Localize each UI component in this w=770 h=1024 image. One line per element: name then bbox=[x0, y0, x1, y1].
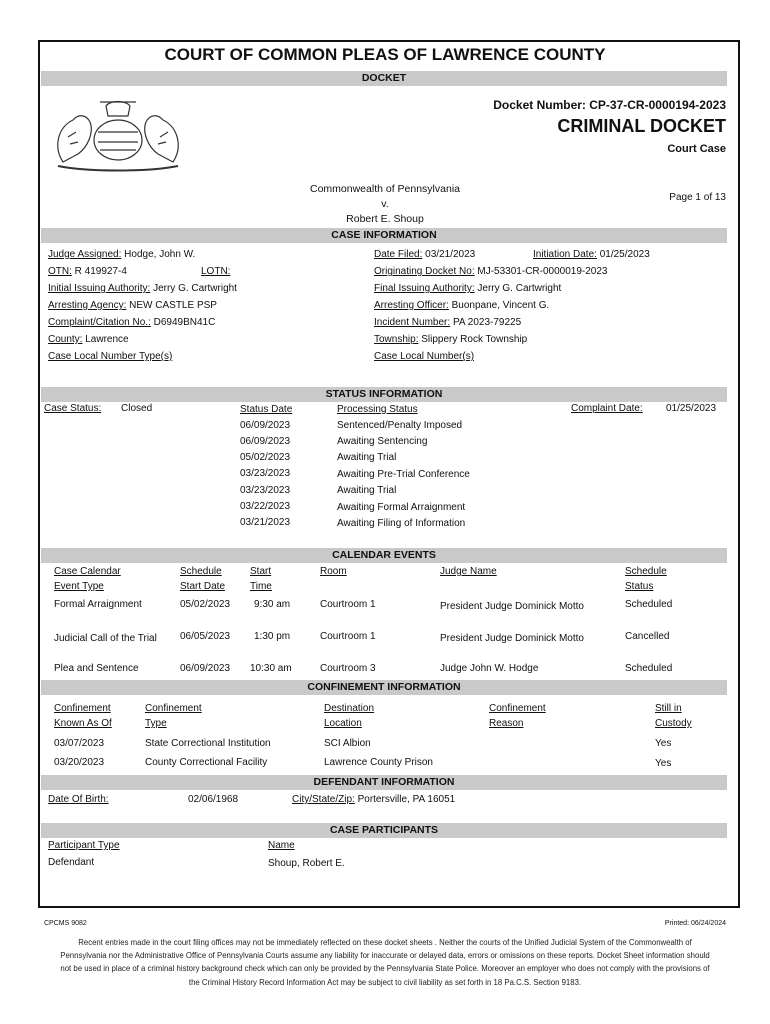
col-header: Status bbox=[625, 581, 654, 592]
field-label: Date Filed: bbox=[374, 249, 423, 260]
initiation-date bbox=[533, 249, 650, 260]
status-date: 03/22/2023 bbox=[240, 501, 291, 512]
pennsylvania-seal-icon bbox=[48, 92, 188, 172]
case-info-row bbox=[374, 266, 607, 277]
col-header: Room bbox=[320, 566, 347, 577]
case-info-row bbox=[48, 334, 129, 345]
field-label: Judge Assigned: bbox=[48, 249, 122, 260]
field-label: City/State/Zip: bbox=[292, 794, 355, 805]
col-header: Reason bbox=[489, 718, 524, 729]
disclaimer: Recent entries made in the court filing offices may not be immediately reflected on these docket sheets . Neither the courts of the Unified Judicial System of the Commonwealth of Pennsylvania nor the Administrative Office of Pennsylvania Courts assume any liability for inaccurate or delayed data, errors or omissions on these reports. Docket Sheet information should not be used in place of a criminal history background check which can only be provided by the Pennsylvania State Police. Moreover an employer who does not comply with the provisions of the Criminal History Record Information Act may be subject to civil liability as set forth in 18 Pa.C.S. Section 9183. bbox=[60, 938, 710, 987]
case-info-row bbox=[374, 249, 475, 260]
field-value: R 419927-4 bbox=[74, 266, 127, 277]
event-date: 06/05/2023 bbox=[180, 631, 231, 642]
status-date: 03/21/2023 bbox=[240, 517, 291, 528]
field-value: MJ-53301-CR-0000019-2023 bbox=[477, 266, 608, 277]
event-judge: President Judge Dominick Motto bbox=[440, 601, 584, 612]
processing-status-header: Processing Status bbox=[337, 404, 418, 415]
city-state-zip bbox=[292, 794, 455, 805]
confinement-date: 03/20/2023 bbox=[54, 757, 105, 768]
col-header: Destination bbox=[324, 703, 375, 714]
case-info-bar: CASE INFORMATION bbox=[41, 228, 727, 243]
status-text: Awaiting Sentencing bbox=[337, 436, 428, 447]
confinement-location: Lawrence County Prison bbox=[324, 757, 433, 768]
col-header: Start bbox=[250, 566, 272, 577]
status-info-bar: STATUS INFORMATION bbox=[41, 387, 727, 402]
status-date: 06/09/2023 bbox=[240, 436, 291, 447]
confinement-type: State Correctional Institution bbox=[145, 738, 271, 749]
dob-value: 02/06/1968 bbox=[188, 794, 239, 805]
field-label: Arresting Officer: bbox=[374, 300, 449, 311]
event-type: Judicial Call of the Trial bbox=[54, 633, 157, 644]
col-header: Schedule bbox=[625, 566, 667, 577]
field-label: Township: bbox=[374, 334, 419, 345]
event-time: 9:30 am bbox=[254, 599, 291, 610]
docket-bar: DOCKET bbox=[41, 71, 727, 86]
case-info-row bbox=[48, 300, 217, 311]
event-judge: President Judge Dominick Motto bbox=[440, 633, 584, 644]
status-date: 06/09/2023 bbox=[240, 420, 291, 431]
field-value: Slippery Rock Township bbox=[421, 334, 528, 345]
event-room: Courtroom 1 bbox=[320, 599, 376, 610]
confinement-date: 03/07/2023 bbox=[54, 738, 105, 749]
field-value: NEW CASTLE PSP bbox=[129, 300, 217, 311]
field-value: Hodge, John W. bbox=[124, 249, 196, 260]
event-type: Formal Arraignment bbox=[54, 599, 142, 610]
field-value: 03/21/2023 bbox=[425, 249, 476, 260]
confinement-location: SCI Albion bbox=[324, 738, 371, 749]
status-text: Awaiting Trial bbox=[337, 485, 397, 496]
status-text: Awaiting Pre-Trial Conference bbox=[337, 469, 470, 480]
col-header: Confinement bbox=[489, 703, 546, 714]
case-kind: Court Case bbox=[667, 143, 726, 155]
case-info-row bbox=[374, 334, 527, 345]
field-value: 01/25/2023 bbox=[599, 249, 650, 260]
field-label: Initial Issuing Authority: bbox=[48, 283, 151, 294]
field-label: OTN: bbox=[48, 266, 72, 277]
col-header: Confinement bbox=[145, 703, 202, 714]
lotn-label: LOTN: bbox=[201, 266, 231, 277]
case-status-label: Case Status: bbox=[44, 403, 102, 414]
case-status-value: Closed bbox=[121, 403, 153, 414]
event-room: Courtroom 3 bbox=[320, 663, 376, 674]
event-status: Cancelled bbox=[625, 631, 670, 642]
col-header: Start Date bbox=[180, 581, 226, 592]
case-info-row bbox=[48, 249, 195, 260]
status-text: Awaiting Filing of Information bbox=[337, 518, 466, 529]
status-date: 05/02/2023 bbox=[240, 452, 291, 463]
caption-line-3: Robert E. Shoup bbox=[346, 213, 424, 225]
participant-type-header: Participant Type bbox=[48, 840, 120, 851]
status-text: Awaiting Formal Arraignment bbox=[337, 502, 466, 513]
case-info-row bbox=[48, 351, 172, 362]
field-label: Case Local Number Type(s) bbox=[48, 351, 173, 362]
event-time: 1:30 pm bbox=[254, 631, 291, 642]
form-id: CPCMS 9082 bbox=[44, 920, 87, 927]
col-header: Judge Name bbox=[440, 566, 497, 577]
confinement-custody: Yes bbox=[655, 738, 672, 749]
field-label: Case Local Number(s) bbox=[374, 351, 475, 362]
col-header: Custody bbox=[655, 718, 692, 729]
confinement-bar: CONFINEMENT INFORMATION bbox=[41, 680, 727, 695]
case-info-row bbox=[374, 283, 561, 294]
field-value: Buonpane, Vincent G. bbox=[451, 300, 550, 311]
col-header: Location bbox=[324, 718, 362, 729]
field-value: Jerry G. Cartwright bbox=[477, 283, 562, 294]
case-info-row bbox=[48, 266, 127, 277]
case-info-row bbox=[374, 351, 474, 362]
case-info-row bbox=[374, 300, 549, 311]
field-value: Jerry G. Cartwright bbox=[153, 283, 237, 294]
case-info-row bbox=[48, 317, 215, 328]
printed-date: Printed: 06/24/2024 bbox=[664, 920, 726, 927]
field-label: Arresting Agency: bbox=[48, 300, 127, 311]
docket-type: CRIMINAL DOCKET bbox=[557, 116, 726, 136]
case-info-row bbox=[374, 317, 521, 328]
participant-name-header: Name bbox=[268, 840, 295, 851]
col-header: Known As Of bbox=[54, 718, 112, 729]
col-header: Event Type bbox=[54, 581, 104, 592]
field-value: Lawrence bbox=[85, 334, 129, 345]
col-header: Time bbox=[250, 581, 272, 592]
col-header: Confinement bbox=[54, 703, 111, 714]
confinement-type: County Correctional Facility bbox=[145, 757, 268, 768]
status-date: 03/23/2023 bbox=[240, 468, 291, 479]
status-date-header: Status Date bbox=[240, 404, 293, 415]
status-date: 03/23/2023 bbox=[240, 485, 291, 496]
event-time: 10:30 am bbox=[250, 663, 292, 674]
event-date: 06/09/2023 bbox=[180, 663, 231, 674]
field-value: PA 2023-79225 bbox=[452, 317, 522, 328]
dob-label: Date Of Birth: bbox=[48, 794, 109, 805]
col-header: Still in bbox=[655, 703, 682, 714]
col-header: Schedule bbox=[180, 566, 222, 577]
complaint-date-value: 01/25/2023 bbox=[666, 403, 717, 414]
field-label: Originating Docket No: bbox=[374, 266, 475, 277]
event-judge: Judge John W. Hodge bbox=[440, 663, 539, 674]
court-title: COURT OF COMMON PLEAS OF LAWRENCE COUNTY bbox=[164, 45, 606, 64]
case-info-row bbox=[48, 283, 237, 294]
status-text: Awaiting Trial bbox=[337, 452, 397, 463]
event-type: Plea and Sentence bbox=[54, 663, 139, 674]
field-value: Portersville, PA 16051 bbox=[357, 794, 456, 805]
caption-line-2: v. bbox=[381, 198, 389, 210]
event-status: Scheduled bbox=[625, 663, 673, 674]
event-status: Scheduled bbox=[625, 599, 673, 610]
col-header: Type bbox=[145, 718, 167, 729]
field-label: Initiation Date: bbox=[533, 249, 597, 260]
defendant-bar: DEFENDANT INFORMATION bbox=[41, 775, 727, 790]
event-room: Courtroom 1 bbox=[320, 631, 376, 642]
participants-bar: CASE PARTICIPANTS bbox=[41, 823, 727, 838]
participant-name: Shoup, Robert E. bbox=[268, 858, 345, 869]
event-date: 05/02/2023 bbox=[180, 599, 231, 610]
confinement-custody: Yes bbox=[655, 758, 672, 769]
docket-number: Docket Number: CP-37-CR-0000194-2023 bbox=[493, 98, 726, 112]
field-label: Complaint/Citation No.: bbox=[48, 317, 151, 328]
col-header: Case Calendar bbox=[54, 566, 121, 577]
field-label: County: bbox=[48, 334, 83, 345]
status-text: Sentenced/Penalty Imposed bbox=[337, 420, 463, 431]
calendar-bar: CALENDAR EVENTS bbox=[41, 548, 727, 563]
participant-type: Defendant bbox=[48, 857, 95, 868]
field-label: Final Issuing Authority: bbox=[374, 283, 475, 294]
caption-line-1: Commonwealth of Pennsylvania bbox=[310, 183, 460, 195]
field-label: Incident Number: bbox=[374, 317, 451, 328]
complaint-date-label: Complaint Date: bbox=[571, 403, 643, 414]
page-number: Page 1 of 13 bbox=[669, 192, 726, 203]
field-value: D6949BN41C bbox=[153, 317, 216, 328]
